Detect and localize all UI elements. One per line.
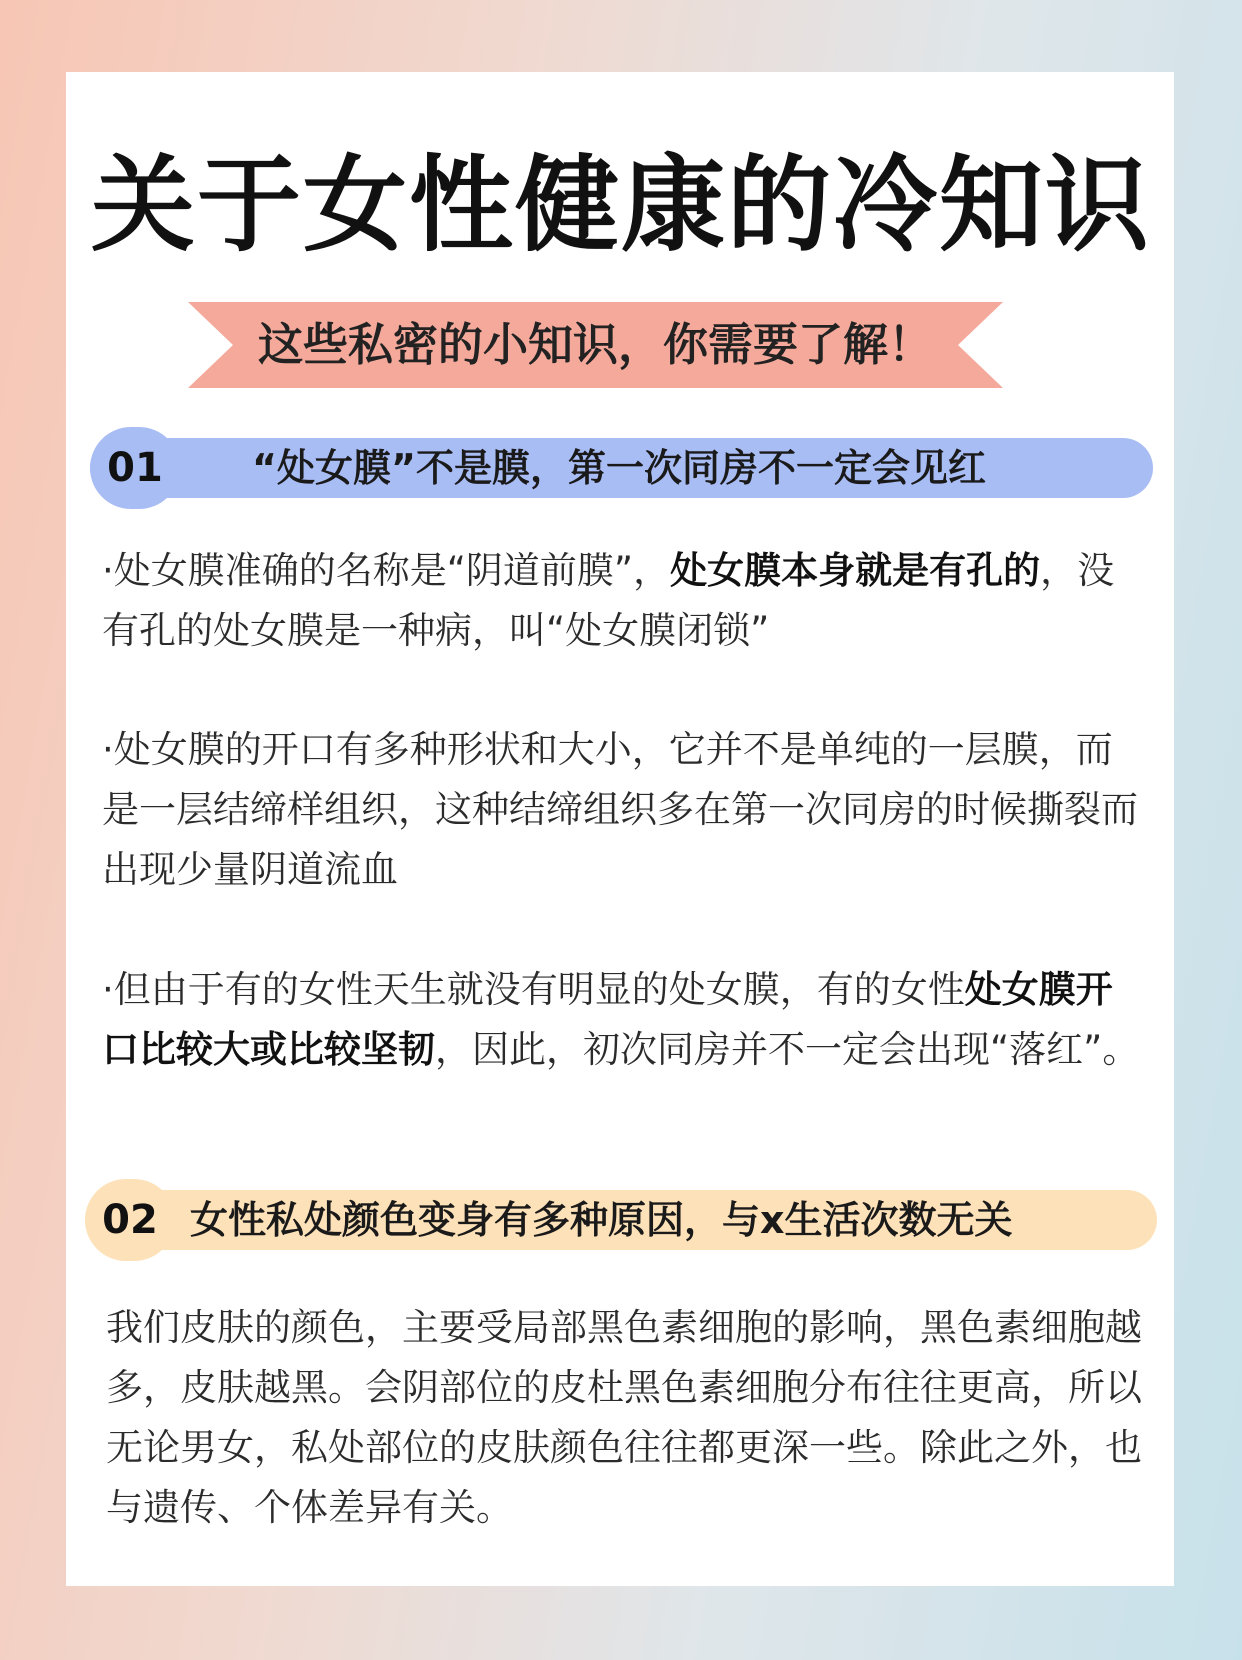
paragraph-text: ·处女膜准确的名称是“阴道前膜”，	[102, 549, 671, 592]
section-2-paragraph-1	[106, 1298, 1146, 1538]
section-2-title: 女性私处颜色变身有多种原因，与x生活次数无关	[190, 1198, 1013, 1242]
paragraph-text: ·但由于有的女性天生就没有明显的处女膜，有的女性	[102, 968, 965, 1011]
page-subtitle: 这些私密的小知识，你需要了解！	[257, 318, 933, 371]
paragraph-text: ，没有孔的处女膜是一种病，叫“处女膜闭锁”	[102, 549, 1115, 652]
section-1-paragraph-1	[102, 541, 1142, 661]
section-2-number: 02	[85, 1179, 175, 1261]
section-1-paragraph-2	[102, 720, 1142, 900]
section-1-paragraph-3	[102, 960, 1142, 1080]
section-1-title: “处女膜”不是膜，第一次同房不一定会见红	[252, 446, 986, 490]
paragraph-bold-text: 处女膜开口比较大或比较坚韧	[102, 968, 1113, 1071]
paragraph-bold-text: 处女膜本身就是有孔的	[670, 549, 1041, 592]
paragraph-text: ，因此，初次同房并不一定会出现“落红”。	[435, 1028, 1140, 1071]
subtitle-ribbon	[188, 302, 1003, 388]
section-1-number: 01	[90, 427, 180, 509]
paragraph-text: 我们皮肤的颜色，主要受局部黑色素细胞的影响，黑色素细胞越多，皮肤越黑。会阴部位的皮杜黑色素细胞分布往往更高，所以无论男女，私处部位的皮肤颜色往往都更深一些。除此之外，也与遗传、个体差异有关。	[106, 1306, 1142, 1529]
paragraph-text: ·处女膜的开口有多种形状和大小，它并不是单纯的一层膜，而是一层结缔样组织，这种结缔组织多在第一次同房的时候撕裂而出现少量阴道流血	[102, 728, 1138, 891]
page-title: 关于女性健康的冷知识	[90, 143, 1151, 266]
